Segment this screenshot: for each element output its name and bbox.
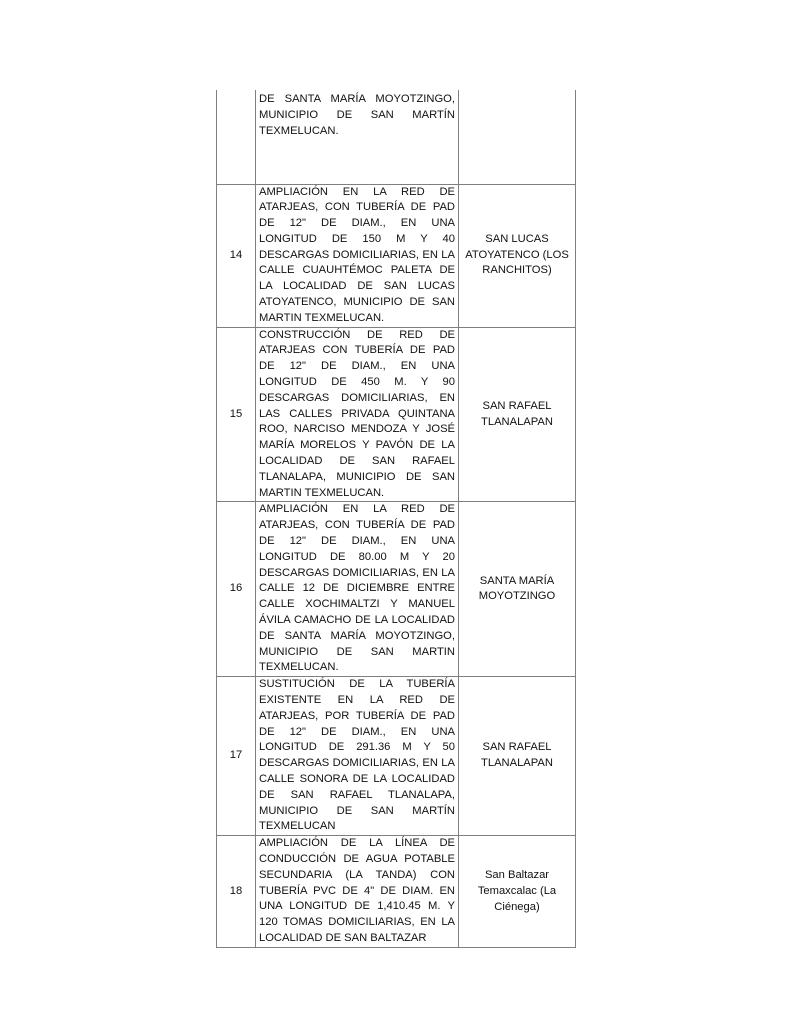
row-location-cell — [459, 327, 576, 502]
row-location: SAN RAFAEL TLANALAPAN — [481, 399, 553, 428]
row-number-cell — [217, 90, 256, 184]
table-row — [217, 184, 576, 327]
row-description: DE SANTA MARÍA MOYOTZINGO, MUNICIPIO DE SAN MARTÍN TEXMELUCAN. — [259, 93, 455, 137]
row-number: 18 — [229, 884, 243, 897]
row-location-cell — [459, 184, 576, 327]
row-location: SAN LUCAS ATOYATENCO (LOS RANCHITOS) — [465, 232, 569, 277]
row-description-cell — [256, 184, 459, 327]
row-description-cell — [256, 677, 459, 836]
works-table — [216, 90, 576, 948]
row-number-cell — [217, 677, 256, 836]
row-number-cell — [217, 502, 256, 677]
row-location-cell — [459, 836, 576, 948]
row-number-cell — [217, 836, 256, 948]
row-number: 15 — [229, 407, 243, 420]
row-number: 16 — [229, 582, 243, 595]
table-row — [217, 502, 576, 677]
row-description: AMPLIACIÓN DE LA LÍNEA DE CONDUCCIÓN DE AGUA POTABLE SECUNDARIA (LA TANDA) CON TUBERÍA PVC DE 4" DE DIAM. EN UNA LONGITUD DE 1,410.45 M. Y 120 TOMAS DOMICILIARIAS, EN LA LOCALIDAD DE SAN BALTAZAR — [259, 837, 455, 944]
row-number-cell — [217, 327, 256, 502]
row-location-cell — [459, 502, 576, 677]
row-location: San Baltazar Temaxcalac (La Ciénega) — [477, 868, 557, 913]
row-number: 14 — [229, 248, 243, 261]
row-location-cell — [459, 90, 576, 184]
table-row — [217, 90, 576, 184]
row-description: AMPLIACIÓN EN LA RED DE ATARJEAS, CON TUBERÍA DE PAD DE 12" DE DIAM., EN UNA LONGITUD DE 150 M Y 40 DESCARGAS DOMICILIARIAS, EN LA CALLE CUAUHTÉMOC PALETA DE LA LOCALIDAD DE SAN LUCAS ATOYATENCO, MUNICIPIO DE SAN MARTIN TEXMELUCAN. — [259, 185, 455, 324]
row-description-cell — [256, 836, 459, 948]
row-location: SAN RAFAEL TLANALAPAN — [481, 741, 553, 770]
row-description: SUSTITUCIÓN DE LA TUBERÍA EXISTENTE EN LA RED DE ATARJEAS, POR TUBERÍA DE PAD DE 12" DE DIAM., EN UNA LONGITUD DE 291.36 M Y 50 DESCARGAS DOMICILIARIAS, EN LA CALLE SONORA DE LA LOCALIDAD DE SAN RAFAEL TLANALAPA, MUNICIPIO DE SAN MARTÍN TEXMELUCAN — [259, 678, 455, 833]
row-description: AMPLIACIÓN EN LA RED DE ATARJEAS, CON TUBERÍA DE PAD DE 12" DE DIAM., EN UNA LONGITUD DE 80.00 M Y 20 DESCARGAS DOMICILIARIAS, EN LA CALLE 12 DE DICIEMBRE ENTRE CALLE XOCHIMALTZI Y MANUEL ÁVILA CAMACHO DE LA LOCALIDAD DE SANTA MARÍA MOYOTZINGO, MUNICIPIO DE SAN MARTIN TEXMELUCAN. — [259, 503, 455, 674]
row-description-cell — [256, 327, 459, 502]
row-number-cell — [217, 184, 256, 327]
row-number: 17 — [229, 749, 243, 762]
table-row — [217, 327, 576, 502]
row-location: SANTA MARÍA MOYOTZINGO — [478, 574, 556, 603]
row-description: CONSTRUCCIÓN DE RED DE ATARJEAS CON TUBERÍA DE PAD DE 12" DE DIAM., EN UNA LONGITUD DE 450 M. Y 90 DESCARGAS DOMICILIARIAS, EN LAS CALLES PRIVADA QUINTANA ROO, NARCISO MENDOZA Y JOSÉ MARÍA MORELOS Y PAVÓN DE LA LOCALIDAD DE SAN RAFAEL TLANALAPA, MUNICIPIO DE SAN MARTIN TEXMELUCAN. — [259, 328, 455, 499]
row-description-cell — [256, 90, 459, 184]
row-location-cell — [459, 677, 576, 836]
table-row — [217, 836, 576, 948]
table-row — [217, 677, 576, 836]
row-description-cell — [256, 502, 459, 677]
